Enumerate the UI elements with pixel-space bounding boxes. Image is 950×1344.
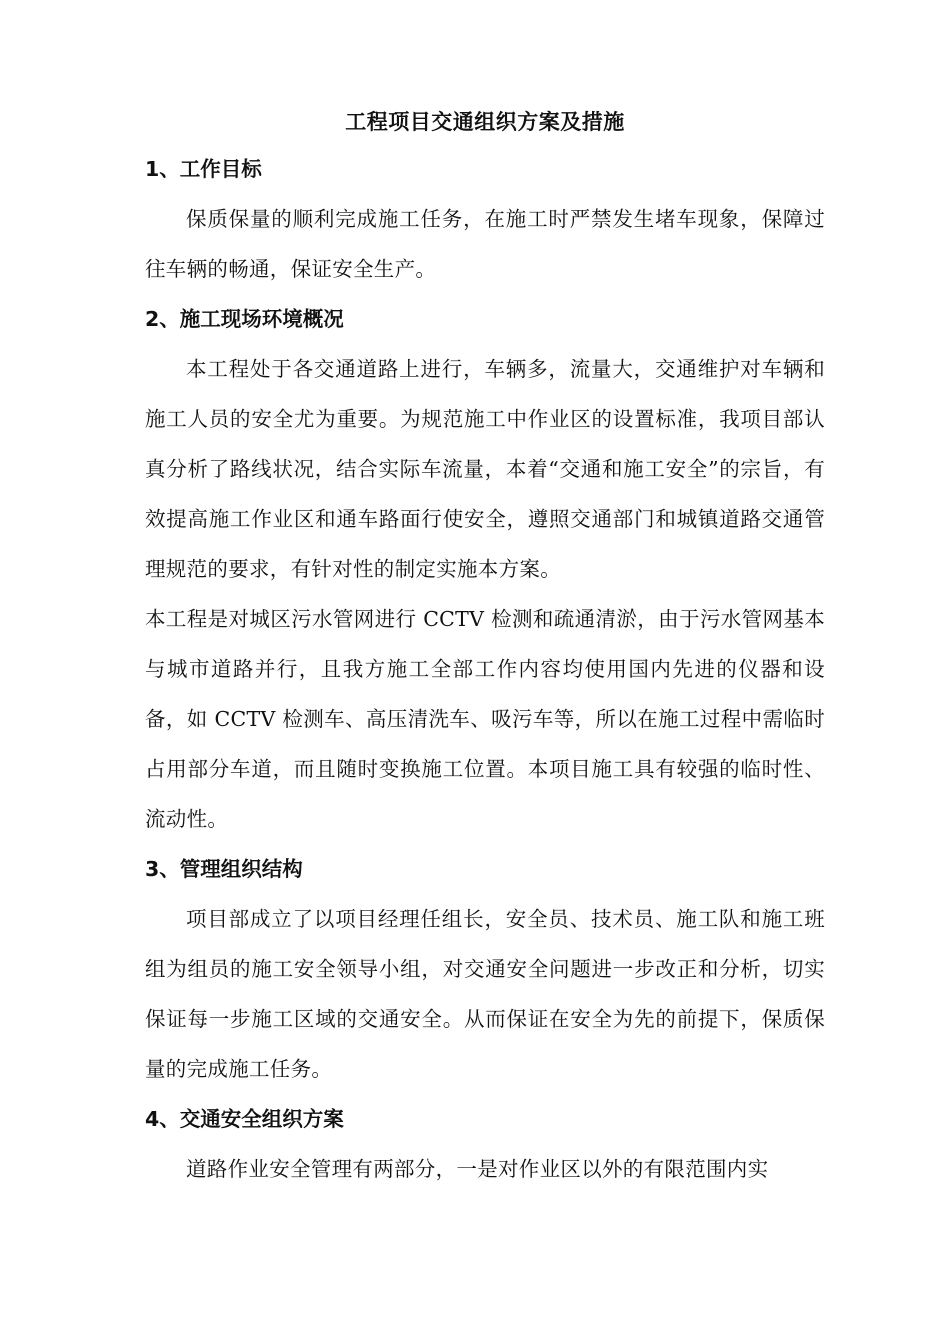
section-heading: 4、交通安全组织方案 [145,1107,344,1131]
paragraph: 道路作业安全管理有两部分，一是对作业区以外的有限范围内实 [186,1157,769,1181]
section-heading: 3、管理组织结构 [145,857,303,881]
document-body [145,100,825,1194]
paragraph: 保质保量的顺利完成施工任务，在施工时严禁发生堵车现象，保障过往车辆的畅通，保证安全生产。 [145,207,825,281]
paragraph: 项目部成立了以项目经理任组长，安全员、技术员、施工队和施工班组为组员的施工安全领导小组，对交通安全问题进一步改正和分析，切实保证每一步施工区域的交通安全。从而保证在安全为先的前提下，保质保量的完成施工任务。 [145,907,825,1081]
section-heading: 2、施工现场环境概况 [145,307,344,331]
section-heading: 1、工作目标 [145,157,262,181]
section-work-goal [145,144,825,294]
section-management-structure [145,844,825,1094]
paragraph: 本工程是对城区污水管网进行 CCTV 检测和疏通清淤，由于污水管网基本与城市道路并行，且我方施工全部工作内容均使用国内先进的仪器和设备，如 CCTV 检测车、高压清洗车、吸污车等，所以在施工过程中需临时占用部分车道，而且随时变换施工位置。本项目施工具有较强的临时性、流动性。 [145,607,825,831]
document-title: 工程项目交通组织方案及措施 [345,110,625,134]
section-site-overview [145,294,825,844]
section-traffic-safety-plan [145,1094,825,1194]
paragraph: 本工程处于各交通道路上进行，车辆多，流量大，交通维护对车辆和施工人员的安全尤为重要。为规范施工中作业区的设置标准，我项目部认真分析了路线状况，结合实际车流量，本着“交通和施工安全”的宗旨，有效提高施工作业区和通车路面行使安全，遵照交通部门和城镇道路交通管理规范的要求，有针对性的制定实施本方案。 [145,357,825,581]
